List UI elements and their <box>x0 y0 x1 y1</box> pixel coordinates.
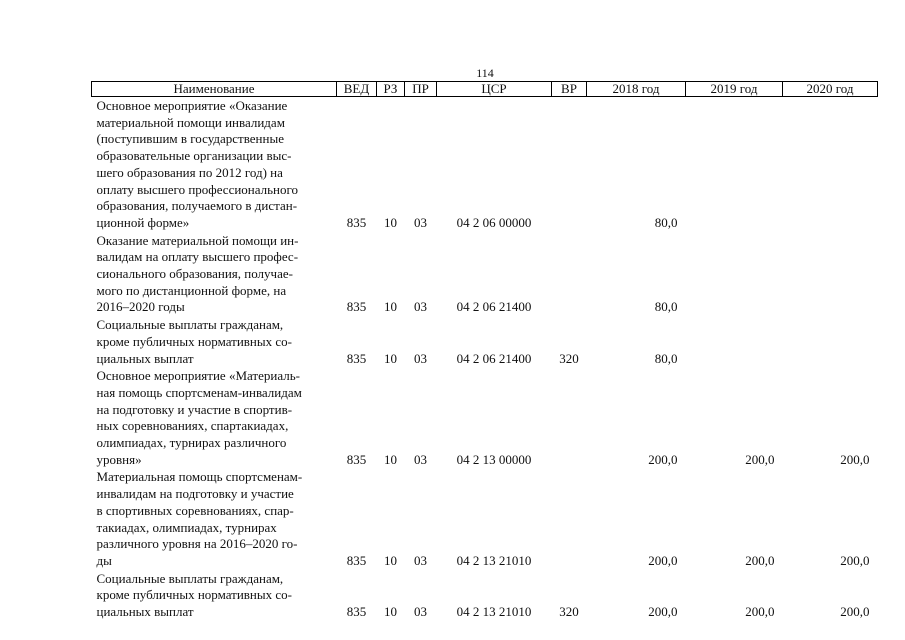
cell-ved: 835 <box>346 350 367 366</box>
cell-rz: 10 <box>384 604 397 620</box>
cell-rz: 10 <box>384 552 397 568</box>
header-2019: 2019 год <box>686 82 783 97</box>
row-name: Оказание материальной помощи ин- валидам на оплату высшего профес- сионального образования, получае- мого по дистанционной форме, на 2016–2020 годы <box>96 232 299 315</box>
cell-rz: 10 <box>384 451 397 467</box>
cell-csr: 04 2 13 21010 <box>456 552 532 568</box>
cell-2020: 200,0 <box>840 451 870 467</box>
cell-rz: 10 <box>384 299 397 315</box>
cell-pr: 03 <box>414 451 427 467</box>
cell-ved: 835 <box>346 552 367 568</box>
cell-2018: 200,0 <box>648 451 678 467</box>
cell-2018: 80,0 <box>654 350 678 366</box>
cell-csr: 04 2 13 00000 <box>456 451 532 467</box>
cell-2020: 200,0 <box>840 552 870 568</box>
cell-vr <box>552 232 587 317</box>
cell-2020 <box>783 232 878 317</box>
table-row <box>92 97 878 232</box>
header-vr: ВР <box>552 82 587 97</box>
cell-vr: 320 <box>559 604 579 620</box>
cell-2018: 80,0 <box>654 214 678 230</box>
cell-vr <box>552 367 587 468</box>
cell-pr: 03 <box>414 552 427 568</box>
cell-pr: 03 <box>414 350 427 366</box>
cell-ved: 835 <box>346 604 367 620</box>
cell-2018: 200,0 <box>648 604 678 620</box>
header-2018: 2018 год <box>587 82 686 97</box>
header-pr: ПР <box>405 82 437 97</box>
cell-2019 <box>686 97 783 232</box>
header-ved: ВЕД <box>337 82 377 97</box>
cell-2019: 200,0 <box>745 451 775 467</box>
cell-vr <box>552 97 587 232</box>
table-row <box>92 468 878 569</box>
header-csr: ЦСР <box>437 82 552 97</box>
cell-2019: 200,0 <box>745 604 775 620</box>
cell-2019: 200,0 <box>745 552 775 568</box>
cell-2020: 200,0 <box>840 604 870 620</box>
header-rz: РЗ <box>377 82 405 97</box>
page-number: 114 <box>476 66 494 80</box>
cell-csr: 04 2 06 21400 <box>456 350 532 366</box>
cell-csr: 04 2 06 00000 <box>456 214 532 230</box>
cell-2018: 200,0 <box>648 552 678 568</box>
table-row <box>92 316 878 367</box>
cell-vr <box>552 468 587 569</box>
table-row <box>92 232 878 317</box>
cell-csr: 04 2 06 21400 <box>456 299 532 315</box>
header-2020: 2020 год <box>783 82 878 97</box>
cell-2018: 80,0 <box>654 299 678 315</box>
cell-2020 <box>783 97 878 232</box>
cell-pr: 03 <box>414 214 427 230</box>
table-row <box>92 367 878 468</box>
row-name: Социальные выплаты гражданам, кроме публичных нормативных со- циальных выплат <box>96 317 292 366</box>
row-name: Материальная помощь спортсменам- инвалидам на подготовку и участие в спортивных соревнованиях, спар- такиадах, олимпиадах, турнирах различного уровня на 2016–2020 го- ды <box>96 469 303 568</box>
cell-csr: 04 2 13 21010 <box>456 604 532 620</box>
cell-2019 <box>686 316 783 367</box>
cell-rz: 10 <box>384 214 397 230</box>
row-name: Основное мероприятие «Материаль- ная помощь спортсменам-инвалидам на подготовку и участие в спортив- ных соревнованиях, спартакиадах, олимпиадах, турнирах различного уровня» <box>96 368 302 467</box>
row-name: Социальные выплаты гражданам, кроме публичных нормативных со- циальных выплат <box>96 570 292 620</box>
cell-vr: 320 <box>559 350 579 366</box>
table-row <box>92 570 878 621</box>
header-name: Наименование <box>92 82 337 97</box>
cell-pr: 03 <box>414 604 427 620</box>
table-header <box>92 82 878 97</box>
row-name: Основное мероприятие «Оказание материальной помощи инвалидам (поступившим в государственные образовательные организации выс- шего образования по 2012 год) на оплату высшего профессионального образования, получаемого в дистан- ционной форме» <box>96 98 299 230</box>
cell-ved: 835 <box>346 214 367 230</box>
cell-ved: 835 <box>346 451 367 467</box>
budget-table <box>91 81 878 621</box>
cell-rz: 10 <box>384 350 397 366</box>
cell-ved: 835 <box>346 299 367 315</box>
cell-pr: 03 <box>414 299 427 315</box>
cell-2019 <box>686 232 783 317</box>
cell-2020 <box>783 316 878 367</box>
